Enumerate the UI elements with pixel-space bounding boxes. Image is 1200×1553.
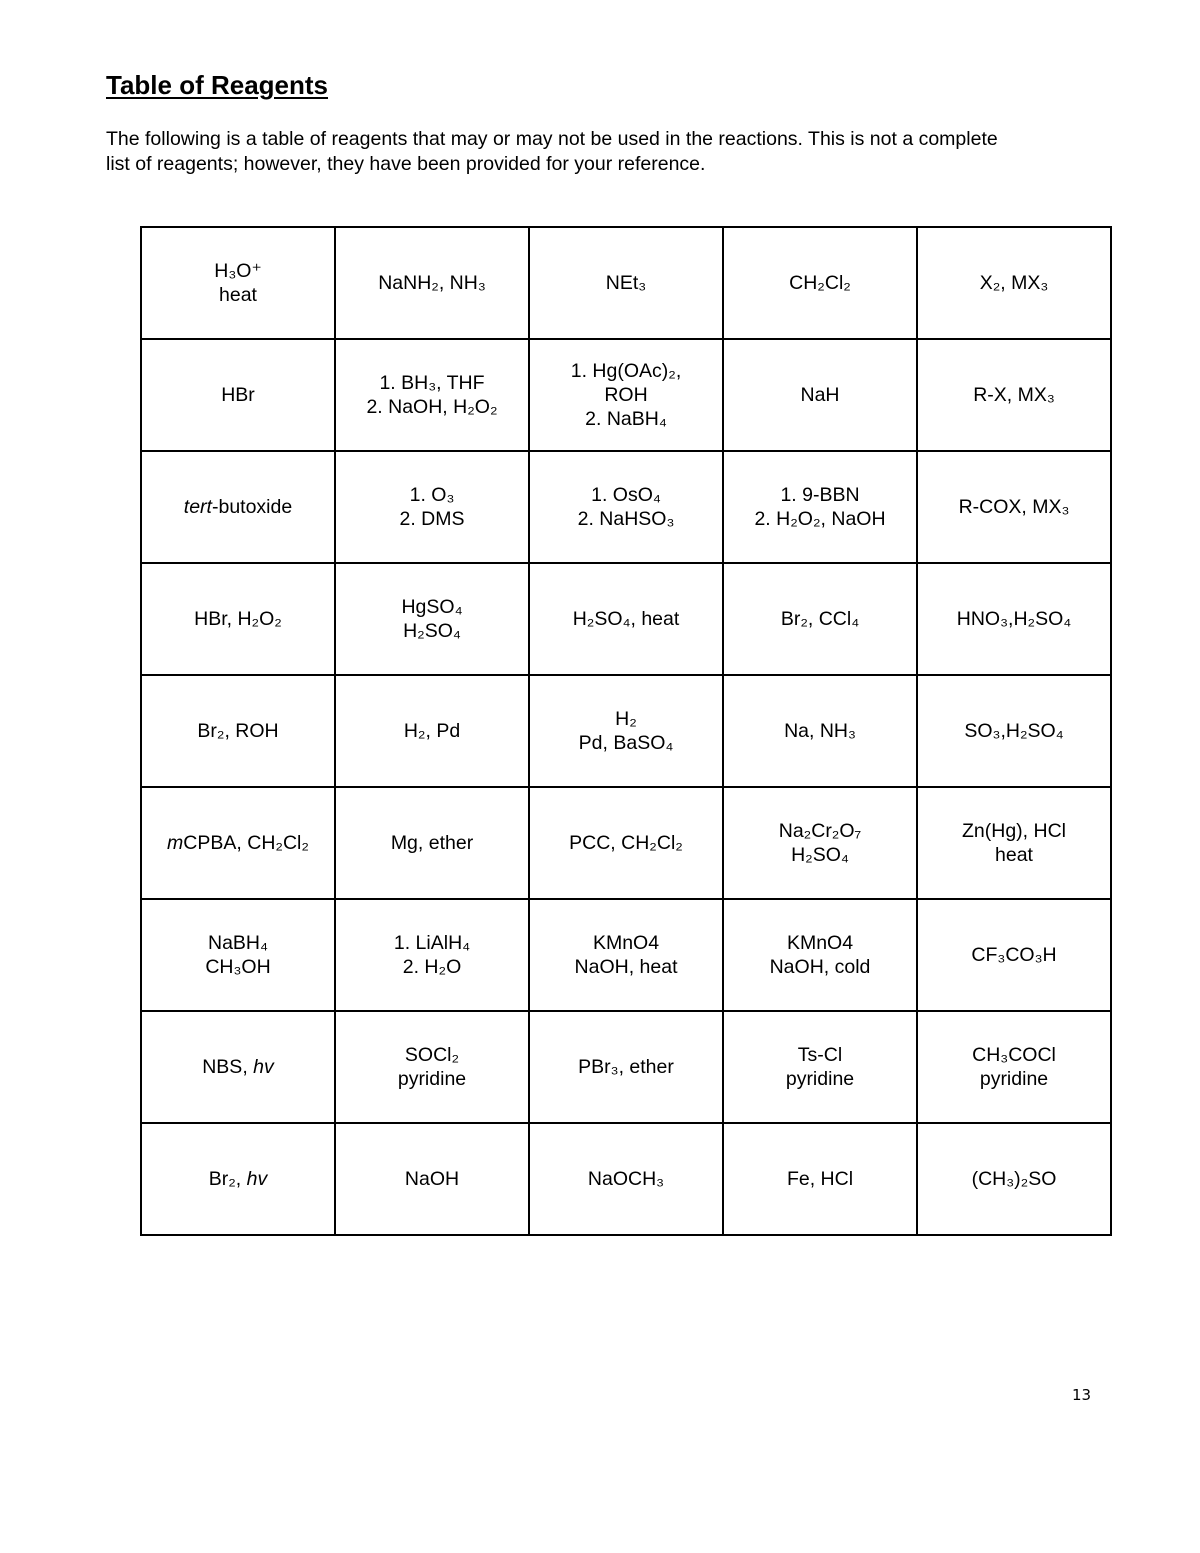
- reagent-cell: [529, 899, 723, 1011]
- reagent-cell: [141, 899, 335, 1011]
- reagent-line: Pd, BaSO₄: [578, 732, 674, 754]
- reagent-line: H₂SO₄, heat: [572, 608, 680, 630]
- reagent-line: SO₃,H₂SO₄: [964, 720, 1064, 742]
- reagent-line: PCC, CH₂Cl₂: [569, 832, 683, 854]
- reagent-cell: [917, 1011, 1111, 1123]
- reagent-cell: [529, 675, 723, 787]
- reagent-line: Na, NH₃: [784, 720, 856, 742]
- reagent-line: 2. NaBH₄: [585, 408, 667, 430]
- table-row: [141, 1123, 1111, 1235]
- reagent-line: Zn(Hg), HCl: [961, 820, 1066, 842]
- reagent-line: KMnO4: [592, 932, 660, 954]
- reagent-line: NaH: [800, 384, 840, 406]
- table-row: [141, 227, 1111, 339]
- reagent-line: NaOH, heat: [574, 956, 678, 978]
- reagent-line: CH₃COCl: [972, 1044, 1056, 1066]
- table-row: [141, 339, 1111, 451]
- reagent-cell: [723, 563, 917, 675]
- reagent-line: 1. LiAlH₄: [393, 932, 471, 954]
- reagent-cell: [917, 675, 1111, 787]
- reagent-cell: [141, 451, 335, 563]
- table-row: [141, 675, 1111, 787]
- table-row: [141, 787, 1111, 899]
- reagent-line: mCPBA, CH₂Cl₂: [167, 832, 309, 854]
- reagent-cell: [529, 1011, 723, 1123]
- reagent-line: CH₃OH: [205, 956, 271, 978]
- reagent-cell: [335, 1011, 529, 1123]
- reagent-line: Mg, ether: [390, 832, 474, 854]
- reagent-line: H₂SO₄: [403, 620, 461, 642]
- reagent-cell: [335, 787, 529, 899]
- reagent-cell: [723, 1123, 917, 1235]
- reagent-line: 2. DMS: [399, 508, 465, 530]
- reagent-line: 1. 9-BBN: [780, 484, 860, 506]
- reagent-line: 1. Hg(OAc)₂,: [570, 360, 682, 382]
- reagent-line: NaOH, cold: [769, 956, 871, 978]
- reagent-line: H₂, Pd: [403, 720, 461, 742]
- reagent-line: PBr₃, ether: [578, 1056, 674, 1078]
- reagent-cell: [141, 227, 335, 339]
- reagent-cell: [141, 675, 335, 787]
- reagent-cell: [723, 1011, 917, 1123]
- reagent-line: 2. H₂O: [402, 956, 462, 978]
- reagent-line: H₂: [615, 708, 637, 730]
- reagent-table: [140, 226, 1112, 1236]
- reagent-line: NaNH₂, NH₃: [378, 272, 486, 294]
- reagent-line: 1. O₃: [409, 484, 455, 506]
- reagent-cell: [141, 563, 335, 675]
- reagent-line: pyridine: [979, 1068, 1049, 1090]
- reagent-cell: [917, 899, 1111, 1011]
- reagent-cell: [917, 451, 1111, 563]
- reagent-line: Fe, HCl: [786, 1168, 854, 1190]
- reagent-line: NaBH₄: [208, 932, 268, 954]
- reagent-line: CF₃CO₃H: [971, 944, 1057, 966]
- reagent-line: heat: [995, 844, 1033, 866]
- reagent-cell: [335, 339, 529, 451]
- reagent-line: HBr: [221, 384, 255, 406]
- reagent-cell: [723, 787, 917, 899]
- reagent-table-body: [141, 227, 1111, 1235]
- reagent-line: R-X, MX₃: [973, 384, 1055, 406]
- reagent-cell: [917, 563, 1111, 675]
- reagent-line: HBr, H₂O₂: [194, 608, 282, 630]
- reagent-line: R-COX, MX₃: [958, 496, 1070, 518]
- reagent-cell: [917, 1123, 1111, 1235]
- table-row: [141, 451, 1111, 563]
- reagent-line: pyridine: [397, 1068, 467, 1090]
- reagent-line: HgSO₄: [401, 596, 463, 618]
- reagent-line: NaOH: [404, 1168, 460, 1190]
- reagent-line: NBS, hv: [202, 1056, 274, 1078]
- reagent-cell: [335, 227, 529, 339]
- reagent-line: Ts-Cl: [797, 1044, 843, 1066]
- table-row: [141, 563, 1111, 675]
- reagent-cell: [723, 675, 917, 787]
- reagent-cell: [723, 339, 917, 451]
- reagent-line: X₂, MX₃: [979, 272, 1049, 294]
- table-row: [141, 899, 1111, 1011]
- reagent-cell: [529, 563, 723, 675]
- reagent-line: H₂SO₄: [791, 844, 849, 866]
- reagent-line: 2. NaOH, H₂O₂: [366, 396, 498, 418]
- reagent-cell: [335, 899, 529, 1011]
- reagent-cell: [141, 1011, 335, 1123]
- reagent-line: 2. NaHSO₃: [577, 508, 675, 530]
- reagent-cell: [141, 1123, 335, 1235]
- reagent-cell: [723, 227, 917, 339]
- reagent-cell: [529, 787, 723, 899]
- reagent-line: Br₂, CCl₄: [780, 608, 860, 630]
- intro-line: The following is a table of reagents that may or may not be used in the reactions. This is not a complete: [106, 128, 998, 150]
- reagent-line: heat: [219, 284, 257, 306]
- page-number: 13: [1072, 1386, 1092, 1404]
- reagent-line: Na₂Cr₂O₇: [778, 820, 862, 842]
- reagent-line: H₃O⁺: [214, 260, 262, 282]
- reagent-line: Br₂, hv: [208, 1168, 268, 1190]
- reagent-line: 2. H₂O₂, NaOH: [754, 508, 886, 530]
- reagent-line: SOCl₂: [404, 1044, 460, 1066]
- reagent-line: ROH: [604, 384, 648, 406]
- reagent-cell: [529, 339, 723, 451]
- reagent-line: HNO₃,H₂SO₄: [956, 608, 1072, 630]
- reagent-line: NEt₃: [605, 272, 647, 294]
- reagent-line: pyridine: [785, 1068, 855, 1090]
- reagent-cell: [141, 339, 335, 451]
- reagent-line: (CH₃)₂SO: [971, 1168, 1057, 1190]
- reagent-line: Br₂, ROH: [197, 720, 279, 742]
- reagent-cell: [723, 451, 917, 563]
- reagent-line: 1. OsO₄: [591, 484, 661, 506]
- reagent-cell: [917, 227, 1111, 339]
- reagent-cell: [335, 451, 529, 563]
- reagent-line: NaOCH₃: [587, 1168, 665, 1190]
- page-title: Table of Reagents: [106, 70, 329, 100]
- reagent-cell: [335, 675, 529, 787]
- reagent-line: KMnO4: [786, 932, 854, 954]
- reagent-cell: [141, 787, 335, 899]
- reagent-cell: [723, 899, 917, 1011]
- reagent-cell: [335, 563, 529, 675]
- reagent-cell: [917, 339, 1111, 451]
- reagent-cell: [335, 1123, 529, 1235]
- table-row: [141, 1011, 1111, 1123]
- reagent-cell: [529, 227, 723, 339]
- reagent-line: 1. BH₃, THF: [379, 372, 485, 394]
- reagent-line: CH₂Cl₂: [789, 272, 851, 294]
- intro-line: list of reagents; however, they have been provided for your reference.: [106, 153, 706, 175]
- reagent-cell: [917, 787, 1111, 899]
- intro-paragraph: [106, 127, 1106, 177]
- reagent-cell: [529, 451, 723, 563]
- reagent-line: tert-butoxide: [183, 496, 293, 518]
- reagent-cell: [529, 1123, 723, 1235]
